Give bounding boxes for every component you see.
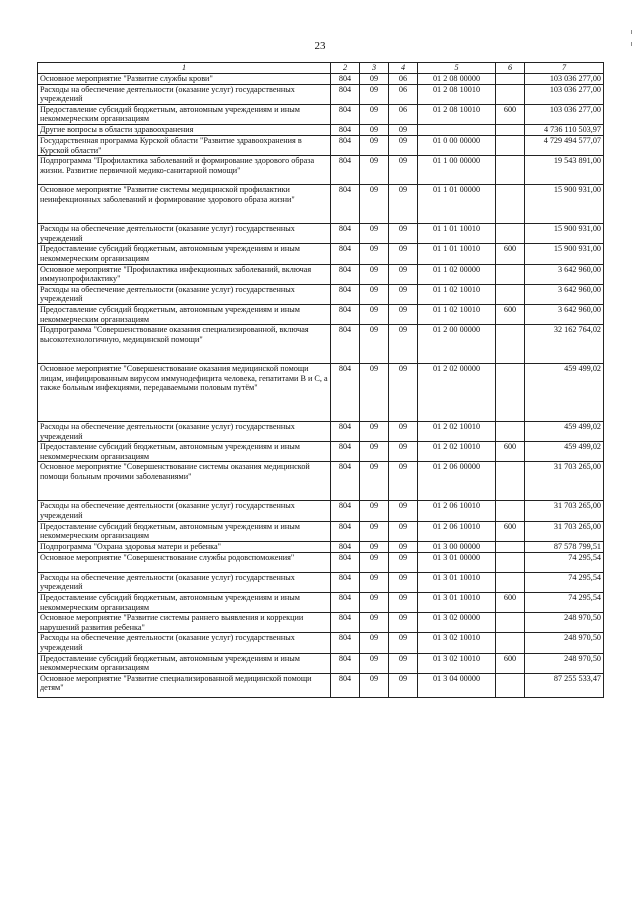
subsection-code: 09 xyxy=(360,501,389,521)
table-row xyxy=(38,501,604,521)
expense-type-code: 600 xyxy=(496,104,525,124)
subsection-detail-code: 09 xyxy=(389,633,418,653)
expense-type-code xyxy=(496,633,525,653)
subsection-code: 09 xyxy=(360,633,389,653)
table-row xyxy=(38,124,604,135)
amount-value: 248 970,50 xyxy=(525,653,604,673)
subsection-detail-code: 09 xyxy=(389,224,418,244)
target-item-code: 01 3 02 10010 xyxy=(418,653,496,673)
amount-value: 248 970,50 xyxy=(525,613,604,633)
subsection-code: 09 xyxy=(360,552,389,572)
amount-value: 3 642 960,00 xyxy=(525,304,604,324)
target-item-code: 01 3 01 10010 xyxy=(418,593,496,613)
expense-type-code xyxy=(496,84,525,104)
expense-type-code xyxy=(496,325,525,364)
scan-edge-mark xyxy=(631,42,632,46)
subsection-detail-code: 09 xyxy=(389,462,418,501)
subsection-detail-code: 09 xyxy=(389,244,418,264)
amount-value: 74 295,54 xyxy=(525,593,604,613)
amount-value: 31 703 265,00 xyxy=(525,521,604,541)
column-header: 1 xyxy=(38,63,331,74)
subsection-detail-code: 09 xyxy=(389,156,418,185)
amount-value: 103 036 277,00 xyxy=(525,104,604,124)
target-item-code: 01 1 02 10010 xyxy=(418,304,496,324)
subsection-code: 09 xyxy=(360,185,389,224)
row-description: Предоставление субсидий бюджетным, автономным учреждениям и иным некоммерческим организациям xyxy=(38,104,331,124)
amount-value: 459 499,02 xyxy=(525,422,604,442)
target-item-code: 01 1 01 10010 xyxy=(418,244,496,264)
row-description: Основное мероприятие "Совершенствование оказания медицинской помощи лицам, инфицированным вирусом иммунодефицита человека, гепатитами В и С, а также больным инфекциями, передаваемыми половым путём" xyxy=(38,364,331,422)
section-code: 804 xyxy=(331,462,360,501)
section-code: 804 xyxy=(331,364,360,422)
expense-type-code xyxy=(496,224,525,244)
subsection-detail-code: 09 xyxy=(389,521,418,541)
amount-value: 3 642 960,00 xyxy=(525,264,604,284)
section-code: 804 xyxy=(331,156,360,185)
row-description: Основное мероприятие "Развитие системы раннего выявления и коррекции нарушений развития ребенка" xyxy=(38,613,331,633)
target-item-code: 01 1 00 00000 xyxy=(418,156,496,185)
subsection-detail-code: 09 xyxy=(389,653,418,673)
column-header: 3 xyxy=(360,63,389,74)
section-code: 804 xyxy=(331,442,360,462)
table-row xyxy=(38,244,604,264)
page-number: 23 xyxy=(314,40,326,52)
section-code: 804 xyxy=(331,541,360,552)
subsection-code: 09 xyxy=(360,442,389,462)
amount-value: 103 036 277,00 xyxy=(525,73,604,84)
section-code: 804 xyxy=(331,73,360,84)
row-description: Основное мероприятие "Профилактика инфекционных заболеваний, включая иммунопрофилактику" xyxy=(38,264,331,284)
subsection-code: 09 xyxy=(360,462,389,501)
target-item-code: 01 0 00 00000 xyxy=(418,135,496,155)
amount-value: 87 578 799,51 xyxy=(525,541,604,552)
row-description: Предоставление субсидий бюджетным, автономным учреждениям и иным некоммерческим организациям xyxy=(38,521,331,541)
row-description: Расходы на обеспечение деятельности (оказание услуг) государственных учреждений xyxy=(38,501,331,521)
section-code: 804 xyxy=(331,422,360,442)
expense-type-code: 600 xyxy=(496,521,525,541)
section-code: 804 xyxy=(331,84,360,104)
section-code: 804 xyxy=(331,572,360,592)
subsection-code: 09 xyxy=(360,364,389,422)
amount-value: 459 499,02 xyxy=(525,442,604,462)
row-description: Основное мероприятие "Совершенствование системы оказания медицинской помощи больным прочими заболеваниями" xyxy=(38,462,331,501)
expense-type-code xyxy=(496,613,525,633)
expense-type-code xyxy=(496,185,525,224)
expense-type-code xyxy=(496,552,525,572)
subsection-detail-code: 09 xyxy=(389,593,418,613)
table-row xyxy=(38,593,604,613)
subsection-code: 09 xyxy=(360,304,389,324)
row-description: Основное мероприятие "Совершенствование службы родовспоможения" xyxy=(38,552,331,572)
expense-type-code: 600 xyxy=(496,593,525,613)
row-description: Предоставление субсидий бюджетным, автономным учреждениям и иным некоммерческим организациям xyxy=(38,304,331,324)
target-item-code: 01 1 02 10010 xyxy=(418,284,496,304)
row-description: Расходы на обеспечение деятельности (оказание услуг) государственных учреждений xyxy=(38,84,331,104)
expense-type-code: 600 xyxy=(496,244,525,264)
amount-value: 459 499,02 xyxy=(525,364,604,422)
table-row xyxy=(38,304,604,324)
section-code: 804 xyxy=(331,264,360,284)
amount-value: 248 970,50 xyxy=(525,633,604,653)
expense-type-code xyxy=(496,364,525,422)
expense-type-code xyxy=(496,572,525,592)
row-description: Предоставление субсидий бюджетным, автономным учреждениям и иным некоммерческим организациям xyxy=(38,442,331,462)
subsection-detail-code: 09 xyxy=(389,572,418,592)
section-code: 804 xyxy=(331,613,360,633)
table-row xyxy=(38,224,604,244)
table-row xyxy=(38,104,604,124)
subsection-code: 09 xyxy=(360,613,389,633)
amount-value: 15 900 931,00 xyxy=(525,244,604,264)
table-row xyxy=(38,156,604,185)
column-header: 2 xyxy=(331,63,360,74)
subsection-detail-code: 06 xyxy=(389,73,418,84)
expense-type-code xyxy=(496,73,525,84)
table-row xyxy=(38,552,604,572)
amount-value: 15 900 931,00 xyxy=(525,185,604,224)
target-item-code: 01 3 01 00000 xyxy=(418,552,496,572)
target-item-code: 01 2 08 00000 xyxy=(418,73,496,84)
expense-type-code xyxy=(496,284,525,304)
table-row xyxy=(38,185,604,224)
target-item-code: 01 2 02 00000 xyxy=(418,364,496,422)
expense-type-code xyxy=(496,135,525,155)
subsection-code: 09 xyxy=(360,593,389,613)
expense-type-code: 600 xyxy=(496,304,525,324)
row-description: Другие вопросы в области здравоохранения xyxy=(38,124,331,135)
subsection-detail-code: 09 xyxy=(389,304,418,324)
target-item-code: 01 2 00 00000 xyxy=(418,325,496,364)
row-description: Расходы на обеспечение деятельности (оказание услуг) государственных учреждений xyxy=(38,422,331,442)
section-code: 804 xyxy=(331,224,360,244)
row-description: Подпрограмма "Профилактика заболеваний и формирование здорового образа жизни. Развитие первичной медико-санитарной помощи" xyxy=(38,156,331,185)
target-item-code: 01 2 06 10010 xyxy=(418,501,496,521)
subsection-code: 09 xyxy=(360,325,389,364)
target-item-code: 01 2 06 10010 xyxy=(418,521,496,541)
target-item-code xyxy=(418,124,496,135)
amount-value: 4 729 494 577,07 xyxy=(525,135,604,155)
row-description: Подпрограмма "Совершенствование оказания специализированной, включая высокотехнологичную, медицинской помощи" xyxy=(38,325,331,364)
target-item-code: 01 2 08 10010 xyxy=(418,84,496,104)
subsection-code: 09 xyxy=(360,673,389,697)
subsection-code: 09 xyxy=(360,422,389,442)
amount-value: 3 642 960,00 xyxy=(525,284,604,304)
section-code: 804 xyxy=(331,185,360,224)
amount-value: 87 255 533,47 xyxy=(525,673,604,697)
column-header: 5 xyxy=(418,63,496,74)
target-item-code: 01 1 02 00000 xyxy=(418,264,496,284)
row-description: Расходы на обеспечение деятельности (оказание услуг) государственных учреждений xyxy=(38,633,331,653)
table-row xyxy=(38,135,604,155)
amount-value: 19 543 891,00 xyxy=(525,156,604,185)
target-item-code: 01 3 02 00000 xyxy=(418,613,496,633)
column-header: 4 xyxy=(389,63,418,74)
subsection-code: 09 xyxy=(360,653,389,673)
table-row xyxy=(38,521,604,541)
subsection-detail-code: 06 xyxy=(389,104,418,124)
target-item-code: 01 3 04 00000 xyxy=(418,673,496,697)
section-code: 804 xyxy=(331,135,360,155)
subsection-detail-code: 09 xyxy=(389,673,418,697)
section-code: 804 xyxy=(331,244,360,264)
section-code: 804 xyxy=(331,284,360,304)
table-row xyxy=(38,673,604,697)
target-item-code: 01 2 06 00000 xyxy=(418,462,496,501)
target-item-code: 01 1 01 00000 xyxy=(418,185,496,224)
subsection-code: 09 xyxy=(360,541,389,552)
table-row xyxy=(38,442,604,462)
section-code: 804 xyxy=(331,593,360,613)
subsection-code: 09 xyxy=(360,284,389,304)
expense-type-code xyxy=(496,422,525,442)
target-item-code: 01 3 00 00000 xyxy=(418,541,496,552)
row-description: Расходы на обеспечение деятельности (оказание услуг) государственных учреждений xyxy=(38,572,331,592)
amount-value: 74 295,54 xyxy=(525,552,604,572)
amount-value: 74 295,54 xyxy=(525,572,604,592)
row-description: Подпрограмма "Охрана здоровья матери и ребенка" xyxy=(38,541,331,552)
expense-type-code xyxy=(496,462,525,501)
expense-type-code xyxy=(496,673,525,697)
section-code: 804 xyxy=(331,653,360,673)
amount-value: 4 736 110 503,97 xyxy=(525,124,604,135)
table-row xyxy=(38,613,604,633)
expense-type-code xyxy=(496,124,525,135)
target-item-code: 01 3 01 10010 xyxy=(418,572,496,592)
subsection-detail-code: 09 xyxy=(389,264,418,284)
amount-value: 15 900 931,00 xyxy=(525,224,604,244)
row-description: Основное мероприятие "Развитие системы медицинской профилактики неинфекционных заболеваний и формирование здорового образа жизни" xyxy=(38,185,331,224)
table-row xyxy=(38,653,604,673)
row-description: Государственная программа Курской области "Развитие здравоохранения в Курской области" xyxy=(38,135,331,155)
expense-type-code: 600 xyxy=(496,442,525,462)
amount-value: 32 162 764,02 xyxy=(525,325,604,364)
column-header: 7 xyxy=(525,63,604,74)
section-code: 804 xyxy=(331,501,360,521)
row-description: Расходы на обеспечение деятельности (оказание услуг) государственных учреждений xyxy=(38,284,331,304)
target-item-code: 01 1 01 10010 xyxy=(418,224,496,244)
table-row xyxy=(38,541,604,552)
budget-table xyxy=(37,62,604,698)
row-description: Предоставление субсидий бюджетным, автономным учреждениям и иным некоммерческим организациям xyxy=(38,653,331,673)
table-row xyxy=(38,572,604,592)
expense-type-code: 600 xyxy=(496,653,525,673)
table-row xyxy=(38,284,604,304)
expense-type-code xyxy=(496,541,525,552)
table-row xyxy=(38,264,604,284)
expense-type-code xyxy=(496,156,525,185)
subsection-detail-code: 09 xyxy=(389,442,418,462)
amount-value: 31 703 265,00 xyxy=(525,501,604,521)
section-code: 804 xyxy=(331,104,360,124)
table-row xyxy=(38,84,604,104)
expense-type-code xyxy=(496,501,525,521)
subsection-code: 09 xyxy=(360,84,389,104)
target-item-code: 01 3 02 10010 xyxy=(418,633,496,653)
subsection-code: 09 xyxy=(360,264,389,284)
subsection-detail-code: 09 xyxy=(389,135,418,155)
section-code: 804 xyxy=(331,304,360,324)
subsection-code: 09 xyxy=(360,156,389,185)
subsection-detail-code: 09 xyxy=(389,422,418,442)
expense-type-code xyxy=(496,264,525,284)
subsection-detail-code: 06 xyxy=(389,84,418,104)
section-code: 804 xyxy=(331,673,360,697)
table-row xyxy=(38,422,604,442)
subsection-code: 09 xyxy=(360,521,389,541)
scan-edge-mark xyxy=(631,30,632,34)
subsection-detail-code: 09 xyxy=(389,185,418,224)
subsection-detail-code: 09 xyxy=(389,613,418,633)
column-header: 6 xyxy=(496,63,525,74)
subsection-detail-code: 09 xyxy=(389,284,418,304)
row-description: Расходы на обеспечение деятельности (оказание услуг) государственных учреждений xyxy=(38,224,331,244)
target-item-code: 01 2 02 10010 xyxy=(418,422,496,442)
table-row xyxy=(38,325,604,364)
section-code: 804 xyxy=(331,325,360,364)
row-description: Основное мероприятие "Развитие специализированной медицинской помощи детям" xyxy=(38,673,331,697)
subsection-detail-code: 09 xyxy=(389,501,418,521)
target-item-code: 01 2 02 10010 xyxy=(418,442,496,462)
section-code: 804 xyxy=(331,124,360,135)
table-header-row xyxy=(38,63,604,74)
amount-value: 31 703 265,00 xyxy=(525,462,604,501)
subsection-code: 09 xyxy=(360,73,389,84)
subsection-code: 09 xyxy=(360,104,389,124)
section-code: 804 xyxy=(331,633,360,653)
table-row xyxy=(38,73,604,84)
subsection-code: 09 xyxy=(360,135,389,155)
subsection-code: 09 xyxy=(360,224,389,244)
section-code: 804 xyxy=(331,521,360,541)
subsection-detail-code: 09 xyxy=(389,325,418,364)
subsection-code: 09 xyxy=(360,572,389,592)
table-row xyxy=(38,462,604,501)
table-row xyxy=(38,633,604,653)
subsection-detail-code: 09 xyxy=(389,364,418,422)
target-item-code: 01 2 08 10010 xyxy=(418,104,496,124)
row-description: Основное мероприятие "Развитие службы крови" xyxy=(38,73,331,84)
subsection-detail-code: 09 xyxy=(389,124,418,135)
table-row xyxy=(38,364,604,422)
amount-value: 103 036 277,00 xyxy=(525,84,604,104)
section-code: 804 xyxy=(331,552,360,572)
subsection-detail-code: 09 xyxy=(389,552,418,572)
subsection-code: 09 xyxy=(360,124,389,135)
row-description: Предоставление субсидий бюджетным, автономным учреждениям и иным некоммерческим организациям xyxy=(38,244,331,264)
subsection-detail-code: 09 xyxy=(389,541,418,552)
subsection-code: 09 xyxy=(360,244,389,264)
row-description: Предоставление субсидий бюджетным, автономным учреждениям и иным некоммерческим организациям xyxy=(38,593,331,613)
